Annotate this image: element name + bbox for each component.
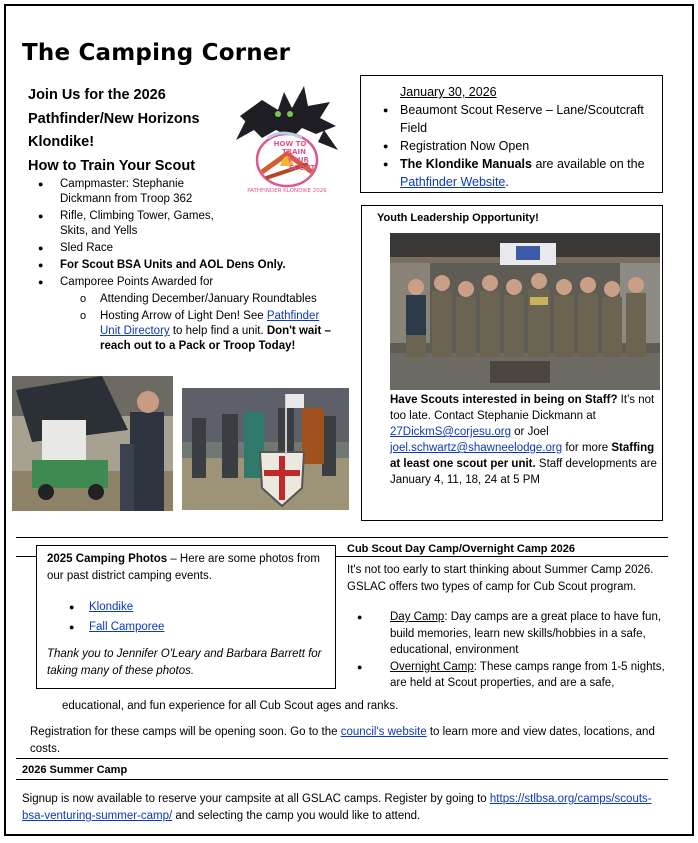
cub-camp-title: Cub Scout Day Camp/Overnight Camp 2026 <box>347 543 575 555</box>
list-item <box>38 275 338 354</box>
camping-photos-intro <box>47 551 335 585</box>
section-divider <box>16 758 668 759</box>
section-divider <box>16 779 668 780</box>
list-item <box>375 155 654 191</box>
email-link[interactable]: 27DickmS@corjesu.org <box>390 426 511 438</box>
event-date: January 30, 2026 <box>400 85 497 99</box>
logo-ring-text: PATHFINDER KLONDIKE 2026 <box>247 188 327 194</box>
staff-group-photo <box>390 233 660 390</box>
list-item <box>69 619 335 636</box>
dragon-logo-icon <box>232 80 342 195</box>
list-item: ● Registration Now Open <box>375 137 654 155</box>
klondike-heading-line: Join Us for the 2026 <box>28 87 166 103</box>
list-item <box>347 659 669 692</box>
logo-text: HOW TO <box>273 140 307 148</box>
youth-question: Have Scouts interested in being on Staff? <box>390 394 618 406</box>
page-title: The Camping Corner <box>22 40 291 66</box>
overnight-camp-continued: educational, and fun experience for all Cub Scout ages and ranks. <box>62 700 399 712</box>
logo-text: TRAIN <box>281 148 307 156</box>
summer-camp-body: Signup is now available to reserve your campsite at all GSLAC camps. Register by going to <box>22 793 490 805</box>
camping-photos-box <box>36 545 336 689</box>
youth-text: Staff developments are January 4, 11, 18, 24 at 5 PM <box>390 458 657 486</box>
klondike-logo <box>232 80 342 195</box>
email-link[interactable]: joel.schwartz@shawneelodge.org <box>390 442 563 454</box>
sub-list-item: o Attending December/January Roundtables <box>80 292 338 307</box>
youth-leadership-box <box>361 205 663 521</box>
shield-sled-photo <box>182 388 349 510</box>
day-camp-label: Day Camp <box>390 611 445 623</box>
sub-item-text: Hosting Arrow of Light Den! See <box>100 310 267 322</box>
youth-bold: Staffing at least one scout per unit. <box>390 442 655 470</box>
overnight-camp-text: : These camps range from 1-5 nights, are held at Scout properties, and are a safe, <box>390 660 665 689</box>
list-item: ● Rifle, Climbing Tower, Games, Skits, and Yells <box>38 209 233 239</box>
list-item-text: are available on the <box>531 157 645 171</box>
klondike-heading-line: How to Train Your Scout <box>28 157 196 174</box>
cub-camp-intro: It's not too early to start thinking about Summer Camp 2026. GSLAC offers two types of camp for Cub Scout program. <box>347 564 654 593</box>
cub-camp-text <box>347 562 669 692</box>
overnight-camp-label: Overnight Camp <box>390 660 474 673</box>
camping-photos-title: 2025 Camping Photos <box>47 553 168 565</box>
youth-leadership-text <box>390 392 658 488</box>
day-camp-text: : Day camps are a great place to have fun, build memories, learn new skills/hobbies in a safe, educational, environment <box>390 611 662 656</box>
youth-text: or Joel <box>510 426 549 438</box>
list-item: ● Campmaster: Stephanie Dickmann from Troop 362 <box>38 177 203 207</box>
youth-leadership-title: Youth Leadership Opportunity! <box>377 212 539 224</box>
sub-list-item <box>80 309 338 354</box>
summer-camp-link[interactable]: https://stlbsa.org/camps/scouts-bsa-venturing-summer-camp/ <box>22 793 652 822</box>
klondike-photos-link[interactable]: Klondike <box>89 601 134 613</box>
summer-camp-suffix: and selecting the camp you would like to attend. <box>172 810 421 822</box>
klondike-heading <box>28 84 233 178</box>
summer-camp-title: 2026 Summer Camp <box>22 764 128 776</box>
summer-camp-text <box>22 791 672 825</box>
sub-item-text: to help find a unit. <box>169 325 267 337</box>
list-item <box>69 599 335 616</box>
pathfinder-unit-directory-link[interactable]: Pathfinder Unit Directory <box>100 310 320 337</box>
logo-text: SCOUT <box>288 164 316 172</box>
youth-text: It's not too late. Contact Stephanie Dickmann at <box>390 394 655 422</box>
registration-text <box>30 724 670 757</box>
klondike-heading-line: Klondike! <box>28 134 95 150</box>
section-divider <box>16 537 668 538</box>
list-item: ● Sled Race <box>38 241 338 256</box>
registration-prefix: Registration for these camps will be opening soon. Go to the <box>30 726 341 738</box>
list-item <box>347 609 669 659</box>
fall-camporee-photos-link[interactable]: Fall Camporee <box>89 621 165 633</box>
list-item-text: Camporee Points Awarded for <box>60 276 214 288</box>
pathfinder-website-link[interactable]: Pathfinder Website <box>400 175 506 189</box>
registration-suffix: to learn more and view dates, locations, and costs. <box>30 726 655 755</box>
youth-text: for more <box>562 442 612 454</box>
klondike-details <box>38 177 338 356</box>
list-item-text: . <box>505 175 509 189</box>
photo-credits: Thank you to Jennifer O'Leary and Barbara Barrett for taking many of these photos. <box>47 648 322 677</box>
list-item: ● For Scout BSA Units and AOL Dens Only. <box>38 258 338 273</box>
klondike-info-box <box>360 75 663 193</box>
list-item: ● Beaumont Scout Reserve – Lane/Scoutcraft Field <box>375 101 654 137</box>
klondike-heading-line: Pathfinder/New Horizons <box>28 110 200 127</box>
council-website-link[interactable]: council's website <box>340 726 427 738</box>
wagon-photo <box>12 376 173 511</box>
logo-text: YOUR <box>287 156 309 164</box>
list-item-bold: The Klondike Manuals <box>400 157 532 171</box>
camping-photos-text: – Here are some photos from our past district camping events. <box>47 553 320 582</box>
sub-item-bold: Don't wait – reach out to a Pack or Troop Today! <box>100 325 331 352</box>
